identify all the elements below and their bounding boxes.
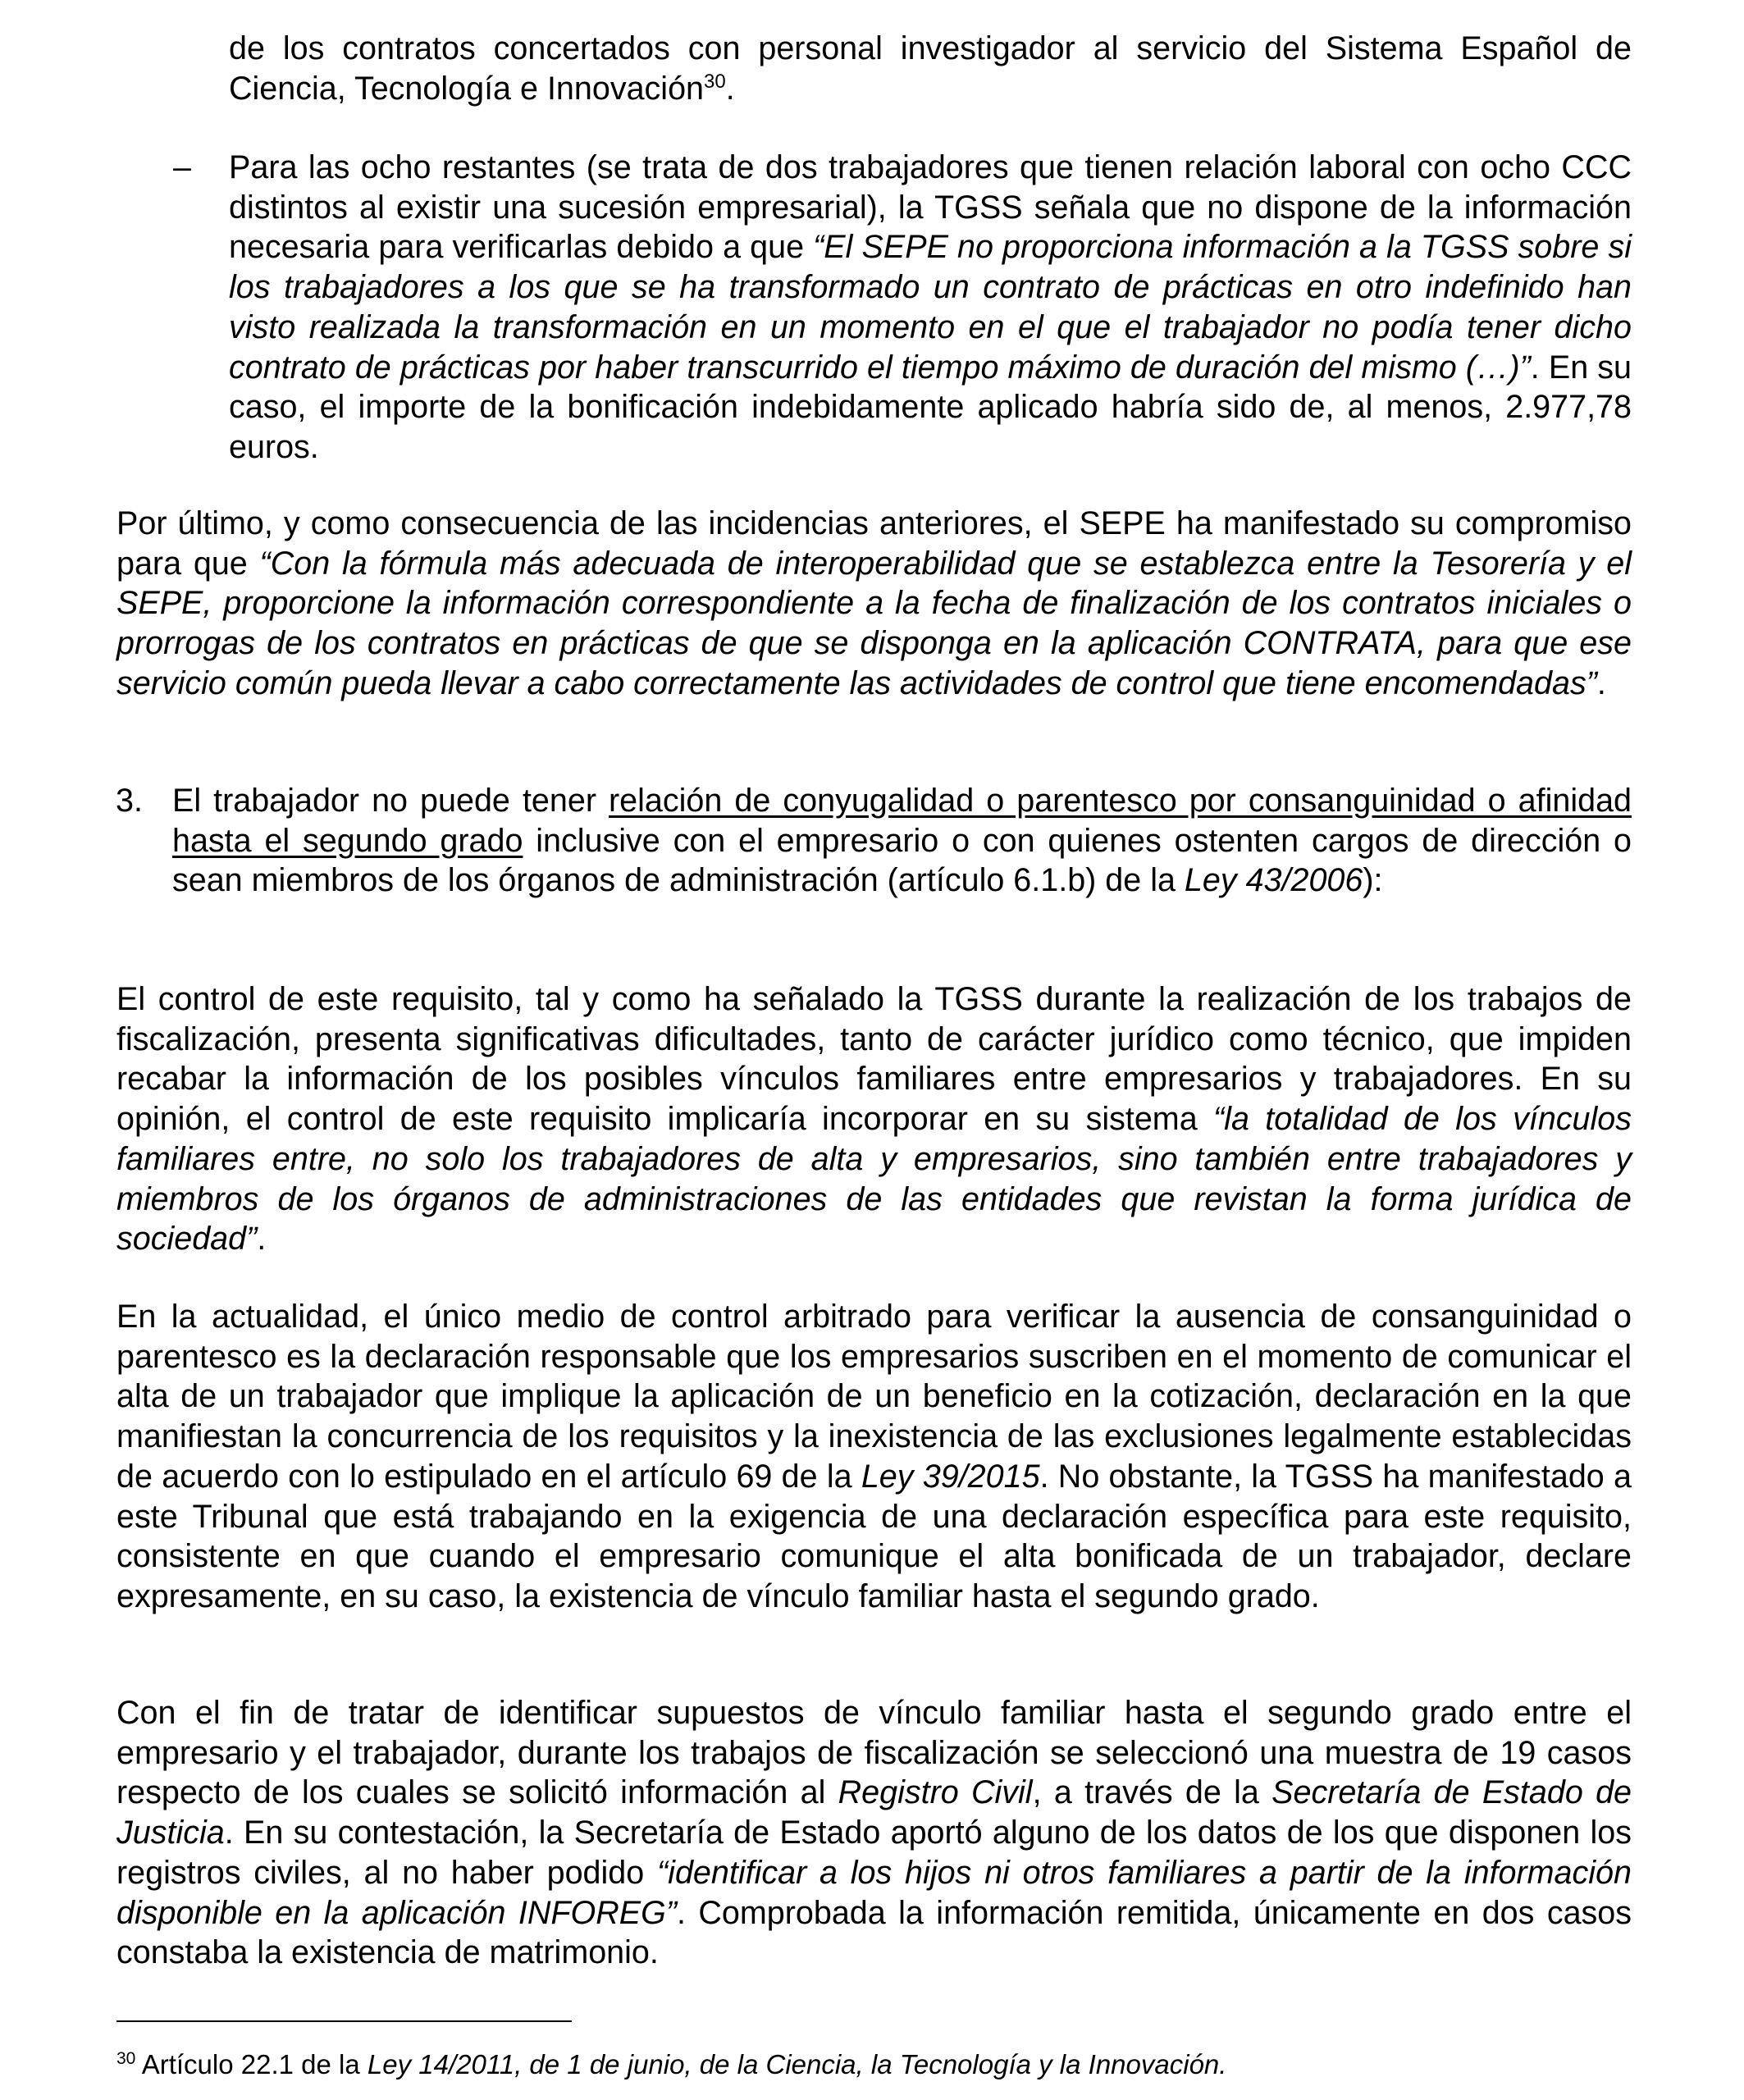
paragraph-actualidad: En la actualidad, el único medio de control arbitrado para verificar la ausencia de consanguinidad o parentesco es la declaración responsable que los empresarios suscriben en el momento de comunicar el alta de un trabajador que implique la aplicación de un beneficio en la cotización, declaración en la que manifiestan la concurrencia de los requisitos y la inexistencia de las exclusiones legalmente establecidas de acuerdo con lo estipulado en el artículo 69 de la Ley 39/2015. No obstante, la TGSS ha manifestado a este Tribunal que está trabajando en la exigencia de una declaración específica para este requisito, consistente en que cuando el empresario comunique el alta bonificada de un trabajador, declare expresamente, en su caso, la existencia de vínculo familiar hasta el segundo grado. — [116, 1299, 1632, 1614]
paragraph-fin: Con el fin de tratar de identificar supuestos de vínculo familiar hasta el segundo grado entre el empresario y el trabajador, durante los trabajos de fiscalización se seleccionó una muestra de 19 casos respecto de los cuales se solicitó información al Registro Civil, a través de la Secretaría de Estado de Justicia. En su contestación, la Secretaría de Estado aportó alguno de los datos de los que disponen los registros civiles, al no haber podido “identificar a los hijos ni otros familiares a partir de la información disponible en la aplicación INFOREG”. Comprobada la información remitida, únicamente en dos casos constaba la existencia de matrimonio. — [116, 1695, 1632, 1971]
secretaria-estado: Secretaría de Estado de Justicia — [116, 1774, 1632, 1851]
paragraph-text: de los contratos concertados con personal investigador al servicio del Sistema Español de Ciencia, Tecnología e Innovación — [229, 30, 1632, 107]
footnote-separator — [116, 2020, 572, 2022]
underlined-requirement: relación de conyugalidad o parentesco por consanguinidad o afinidad hasta el segundo grado — [172, 783, 1632, 859]
paragraph-ultimo: Por último, y como consecuencia de las incidencias anteriores, el SEPE ha manifestado su compromiso para que “Con la fórmula más adecuada de interoperabilidad que se establezca entre la Tesorería y el SEPE, proporcione la información correspondiente a la fecha de finalización de los contratos iniciales o prorrogas de los contratos en prácticas de que se disponga en la aplicación CONTRATA, para que ese servicio común pueda llevar a cabo correctamente las actividades de control que tiene encomendadas”. — [116, 505, 1632, 701]
quote: “la totalidad de los vínculos familiares entre, no solo los trabajadores de alta y empresarios, sino también entre trabajadores y miembros de los órganos de administraciones de las entidades que revistan la forma jurídica de sociedad” — [116, 1101, 1632, 1258]
footnote-number: 30 — [116, 2049, 136, 2068]
law-reference: Ley 39/2015 — [861, 1458, 1040, 1495]
law-reference: Ley 43/2006 — [1184, 862, 1363, 899]
registro-civil: Registro Civil — [838, 1774, 1033, 1811]
quote: “El SEPE no proporciona información a la TGSS sobre si los trabajadores a los que se ha transformado un contrato de prácticas en otro indefinido han visto realizada la transformación en un momento en el que el trabajador no podía tener dicho contrato de prácticas por haber transcurrido el tiempo máximo de duración del mismo (…)” — [229, 229, 1632, 386]
quote: “identificar a los hijos ni otros familiares a partir de la información disponible en la aplicación INFOREG” — [116, 1854, 1632, 1931]
bullet-paragraph: Para las ocho restantes (se trata de dos trabajadores que tienen relación laboral con ocho CCC distintos al existir una sucesión empresarial), la TGSS señala que no dispone de la información necesaria para verificarlas debido a que “El SEPE no proporciona información a la TGSS sobre si los trabajadores a los que se ha transformado un contrato de prácticas en otro indefinido han visto realizada la transformación en un momento en el que el trabajador no podía tener dicho contrato de prácticas por haber transcurrido el tiempo máximo de duración del mismo (…)”. En su caso, el importe de la bonificación indebidamente aplicado habría sido de, al menos, 2.977,78 euros. — [229, 149, 1632, 465]
footnote-reference[interactable]: 30 — [704, 70, 726, 93]
numbered-item-3: El trabajador no puede tener relación de conyugalidad o parentesco por consanguinidad o afinidad hasta el segundo grado inclusive con el empresario o con quienes ostenten cargos de dirección o sean miembros de los órganos de administración (artículo 6.1.b) de la Ley 43/2006): — [172, 783, 1632, 899]
paragraph-continued: de los contratos concertados con personal investigador al servicio del Sistema Español de Ciencia, Tecnología e Innovación$^{30}$. — [229, 30, 1632, 107]
quote: “Con la fórmula más adecuada de interoperabilidad que se establezca entre la Tesorería y el SEPE, proporcione la información correspondiente a la fecha de finalización de los contratos iniciales o prorrogas de los contratos en prácticas de que se disponga en la aplicación CONTRATA, para que ese servicio común pueda llevar a cabo correctamente las actividades de control que tiene encomendadas” — [116, 545, 1632, 701]
law-reference: Ley 14/2011, de 1 de junio, de la Ciencia, la Tecnología y la Innovación. — [367, 2049, 1227, 2079]
footnote: $^{30}$ Artículo 22.1 de la Ley 14/2011, de 1 de junio, de la Ciencia, la Tecnología y la Innovación. — [116, 2049, 1227, 2079]
list-number: 3. — [116, 783, 143, 819]
paragraph-control: El control de este requisito, tal y como ha señalado la TGSS durante la realización de los trabajos de fiscalización, presenta significativas dificultades, tanto de carácter jurídico como técnico, que impiden recabar la información de los posibles vínculos familiares entre empresarios y trabajadores. En su opinión, el control de este requisito implicaría incorporar en su sistema “la totalidad de los vínculos familiares entre, no solo los trabajadores de alta y empresarios, sino también entre trabajadores y miembros de los órganos de administraciones de las entidades que revistan la forma jurídica de sociedad”. — [116, 981, 1632, 1258]
bullet-dash: – — [173, 149, 191, 185]
